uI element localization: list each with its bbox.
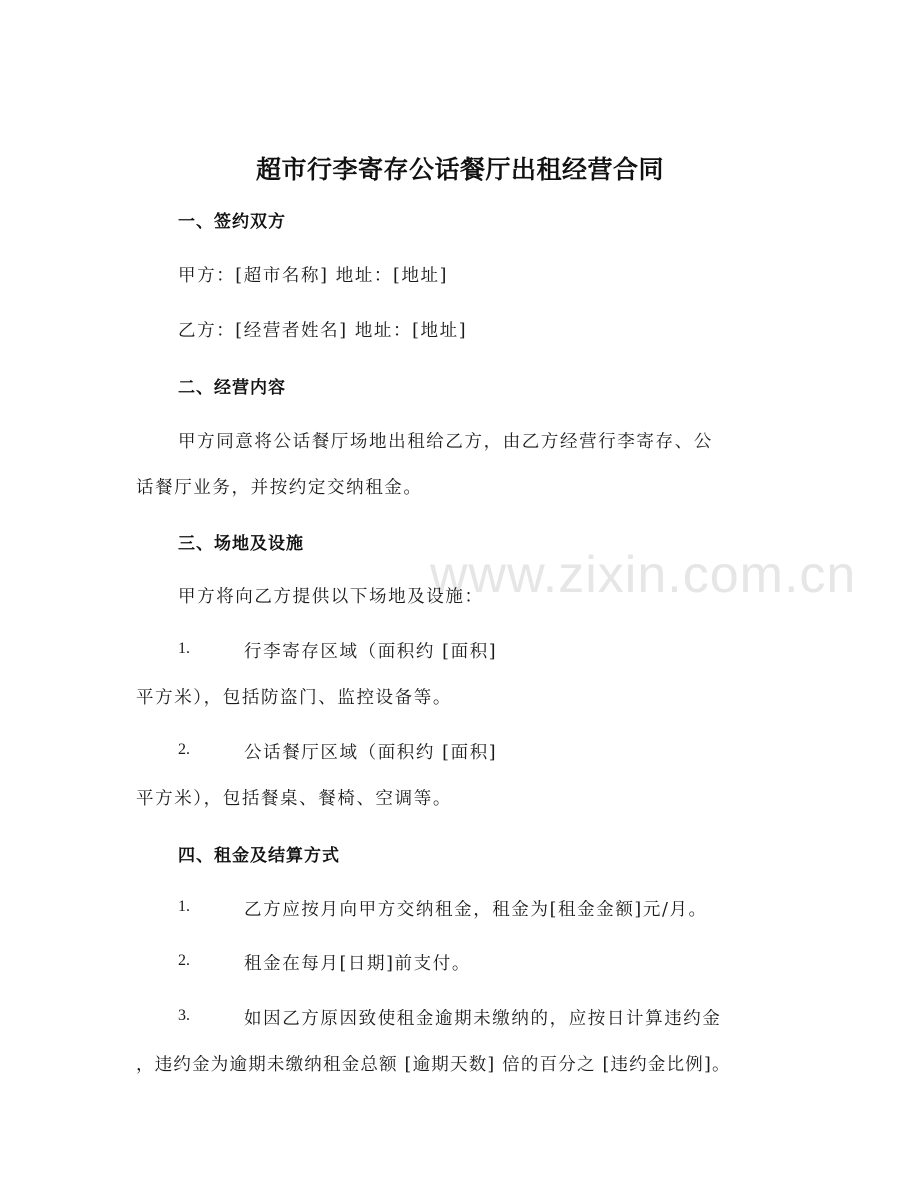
section-heading-facilities: 三、场地及设施 [178, 534, 304, 554]
business-paragraph-line-1: 甲方同意将公话餐厅场地出租给乙方，由乙方经营行李寄存、公 [178, 432, 713, 452]
watermark: www.zixin.com.cn [430, 546, 857, 604]
list-item-text: 乙方应按月向甲方交纳租金，租金为[租金金额]元/月。 [244, 900, 708, 920]
list-item-number: 2. [178, 952, 190, 969]
list-item-continuation: ，违约金为逾期未缴纳租金总额 [逾期天数] 倍的百分之 [违约金比例]。 [136, 1055, 731, 1075]
party-b-line: 乙方：[经营者姓名] 地址：[地址] [178, 321, 468, 341]
section-heading-parties: 一、签约双方 [178, 212, 286, 232]
list-item-text: 公话餐厅区域（面积约 [面积] [244, 743, 498, 763]
list-item-number: 1. [178, 640, 190, 657]
business-paragraph-line-2: 话餐厅业务，并按约定交纳租金。 [136, 478, 423, 498]
section-heading-business: 二、经营内容 [178, 378, 286, 398]
section-heading-rent: 四、租金及结算方式 [178, 846, 340, 866]
party-a-line: 甲方：[超市名称] 地址：[地址] [178, 266, 449, 286]
list-item-number: 3. [178, 1007, 190, 1024]
facilities-intro: 甲方将向乙方提供以下场地及设施： [178, 587, 484, 607]
document-title: 超市行李寄存公话餐厅出租经营合同 [255, 155, 664, 184]
list-item-number: 2. [178, 741, 190, 758]
list-item-text: 租金在每月[日期]前支付。 [244, 954, 471, 974]
list-item-continuation: 平方米），包括餐桌、餐椅、空调等。 [136, 789, 452, 809]
list-item-text: 行李寄存区域（面积约 [面积] [244, 642, 498, 662]
list-item-text: 如因乙方原因致使租金逾期未缴纳的，应按日计算违约金 [244, 1009, 722, 1029]
list-item-continuation: 平方米），包括防盗门、监控设备等。 [136, 688, 452, 708]
list-item-number: 1. [178, 898, 190, 915]
